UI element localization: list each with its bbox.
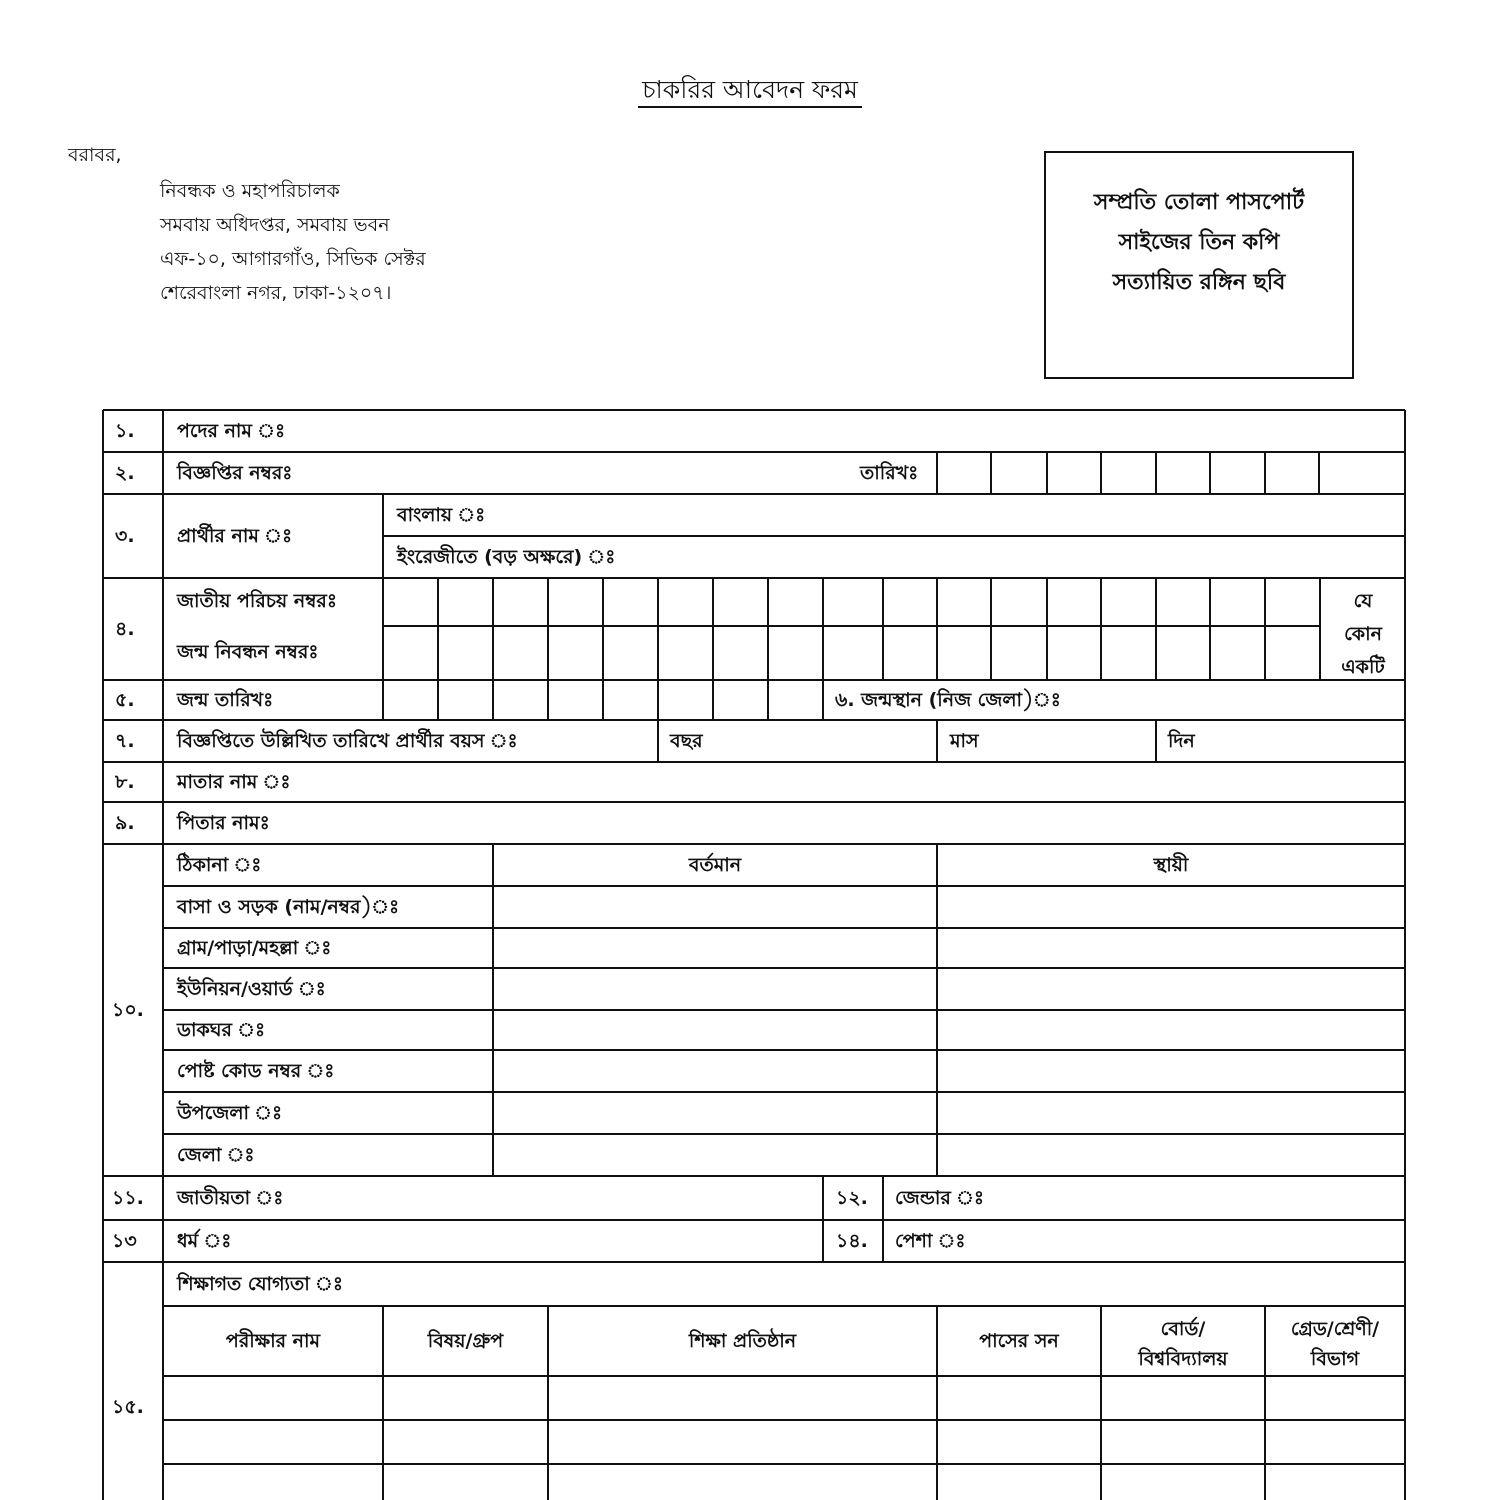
age-month-label: মাস (950, 730, 979, 752)
post-name-label: পদের নাম ঃ (177, 420, 286, 442)
serial-number: ৯. (115, 812, 135, 834)
notice-number-label: বিজ্ঞপ্তির নম্বরঃ (177, 462, 293, 484)
notice-date-label: তারিখঃ (860, 462, 919, 484)
post-office-label: ডাকঘর ঃ (177, 1019, 266, 1041)
passing-year-header: পাসের সন (979, 1330, 1059, 1352)
nationality-label: জাতীয়তা ঃ (177, 1187, 284, 1209)
present-address-header: বর্তমান (688, 854, 742, 876)
header-line: বিশ্ববিদ্যালয় (1138, 1348, 1228, 1370)
serial-number: ৮. (115, 771, 135, 793)
photo-instruction: সত্যায়িত রঙ্গিন ছবি (1112, 270, 1286, 295)
photo-instruction: সম্প্রতি তোলা পাসপোর্ট (1093, 190, 1305, 215)
serial-number: ৩. (115, 525, 135, 547)
post-code-label: পোষ্ট কোড নম্বর ঃ (177, 1060, 335, 1082)
board-university-header (1101, 1314, 1265, 1374)
serial-number: ১৫. (112, 1396, 144, 1418)
house-road-label: বাসা ও সড়ক (নাম/নম্বর)ঃ (177, 896, 400, 918)
gender-label: জেন্ডার ঃ (895, 1187, 985, 1209)
serial-number: ৭. (115, 730, 135, 752)
age-label: বিজ্ঞপ্তিতে উল্লিখিত তারিখে প্রার্থীর বয়স ঃ (177, 730, 518, 752)
district-label: জেলা ঃ (177, 1144, 255, 1166)
serial-number: ৪. (115, 618, 135, 640)
address-line: শেরেবাংলা নগর, ঢাকা-১২০৭। (160, 282, 392, 304)
serial-number: ৫. (115, 689, 135, 711)
serial-number: ২. (115, 462, 135, 484)
name-bangla-label: বাংলায় ঃ (397, 504, 486, 526)
header-line: গ্রেড/শ্রেণী/ (1290, 1318, 1380, 1340)
exam-name-header: পরীক্ষার নাম (225, 1330, 321, 1352)
institution-header: শিক্ষা প্রতিষ্ঠান (688, 1330, 797, 1352)
photo-instruction: সাইজের তিন কপি (1118, 230, 1280, 255)
serial-number: ১. (115, 420, 135, 442)
note-line: কোন (1344, 623, 1382, 645)
serial-number: ১২. (836, 1187, 868, 1209)
birth-registration-label: জন্ম নিবন্ধন নম্বরঃ (177, 641, 319, 663)
note-line: যে (1353, 590, 1373, 612)
mother-name-label: মাতার নাম ঃ (177, 771, 291, 793)
serial-number: ১০. (112, 999, 144, 1021)
subject-group-header: বিষয়/গ্রুপ (427, 1330, 504, 1352)
religion-label: ধর্ম ঃ (177, 1230, 232, 1252)
upazila-label: উপজেলা ঃ (177, 1102, 283, 1124)
occupation-label: পেশা ঃ (895, 1230, 966, 1252)
header-line: বোর্ড/ (1160, 1318, 1206, 1340)
union-ward-label: ইউনিয়ন/ওয়ার্ড ঃ (177, 978, 326, 1000)
village-label: গ্রাম/পাড়া/মহল্লা ঃ (177, 937, 332, 959)
education-label: শিক্ষাগত যোগ্যতা ঃ (177, 1273, 343, 1295)
permanent-address-header: স্থায়ী (1153, 854, 1189, 876)
salutation: বরাবর, (68, 144, 122, 166)
name-english-label: ইংরেজীতে (বড় অক্ষরে) ঃ (397, 546, 616, 568)
note-line: একটি (1341, 656, 1385, 678)
address-line: নিবন্ধক ও মহাপরিচালক (160, 180, 340, 202)
age-year-label: বছর (670, 730, 703, 752)
address-label: ঠিকানা ঃ (177, 854, 262, 876)
serial-number: ১৩ (112, 1230, 137, 1252)
nid-label: জাতীয় পরিচয় নম্বরঃ (177, 590, 337, 612)
header-line: বিভাগ (1310, 1348, 1360, 1370)
applicant-name-label: প্রার্থীর নাম ঃ (177, 525, 293, 547)
age-day-label: দিন (1168, 730, 1195, 752)
birthplace-label: ৬. জন্মস্থান (নিজ জেলা)ঃ (835, 689, 1061, 711)
father-name-label: পিতার নামঃ (177, 812, 270, 834)
any-one-note (1322, 585, 1404, 684)
serial-number: ১৪. (836, 1230, 868, 1252)
serial-number: ১১. (112, 1187, 144, 1209)
dob-label: জন্ম তারিখঃ (177, 689, 274, 711)
grade-division-header (1265, 1314, 1405, 1374)
address-line: এফ-১০, আগারগাঁও, সিভিক সেক্টর (160, 248, 426, 270)
address-line: সমবায় অধিদপ্তর, সমবায় ভবন (160, 214, 390, 236)
form-title: চাকরির আবেদন ফরম (0, 70, 1500, 113)
